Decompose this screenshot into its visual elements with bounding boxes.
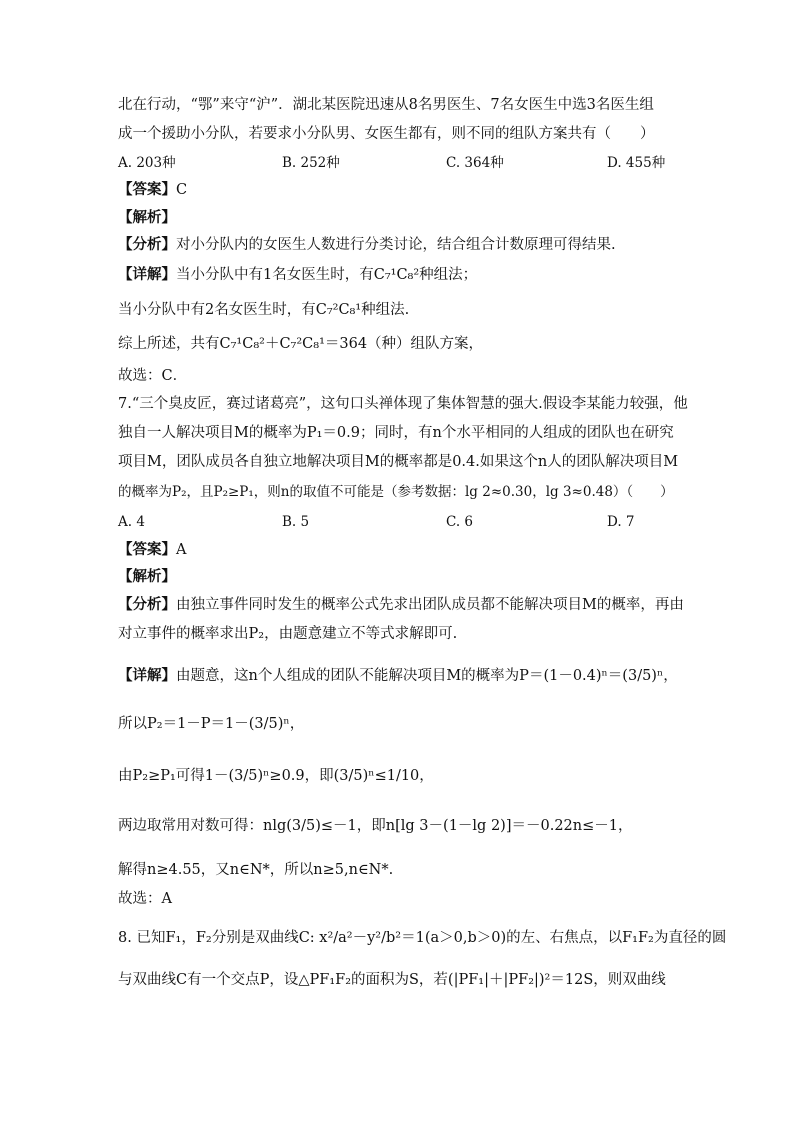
q7-fenxi-line-1	[118, 595, 684, 615]
xiangjie-tag: 【详解】	[118, 266, 176, 283]
answer-value: C	[176, 182, 188, 198]
q7-fenxi-line-2: 对立事件的概率求出P₂，由题意建立不等式求解即可.	[118, 626, 458, 642]
fenxi-text: 由独立事件同时发生的概率公式先求出团队成员都不能解决项目M的概率，再由	[176, 597, 684, 613]
q6-analysis-heading	[118, 208, 176, 228]
fenxi-text: 对小分队内的女医生人数进行分类讨论，结合组合计数原理可得结果.	[176, 237, 616, 253]
q7-conclusion: 故选：A	[118, 891, 172, 907]
q7-xiangjie-line-4: 两边取常用对数可得：nlg(3/5)≤－1，即n[lg 3－(1－lg 2)]＝－0.22n≤－1，	[118, 818, 633, 834]
q7-option-d: D. 7	[607, 514, 635, 530]
q6-stem-line-1: 北在行动，“鄂”来守“沪”．湖北某医院迅速从8名男医生、7名女医生中选3名医生组	[118, 97, 654, 113]
q8-stem-line-1: 8. 已知F₁，F₂分别是双曲线C: x²/a²－y²/b²＝1(a＞0,b＞0)的左、右焦点，以F₁F₂为直径的圆	[118, 930, 727, 946]
q6-answer-line	[118, 180, 187, 200]
q7-xiangjie-line-1	[118, 666, 678, 686]
xiangjie-text: 由题意，这n个人组成的团队不能解决项目M的概率为P＝(1－0.4)ⁿ＝(3/5)ⁿ，	[176, 668, 678, 684]
q6-option-c: C. 364种	[446, 155, 504, 171]
q7-analysis-heading	[118, 567, 176, 587]
q7-xiangjie-line-2: 所以P₂＝1－P＝1－(3/5)ⁿ，	[118, 716, 305, 732]
q6-option-b: B. 252种	[282, 155, 340, 171]
q7-answer-line	[118, 540, 186, 560]
q7-option-c: C. 6	[446, 514, 474, 530]
q6-stem-line-2: 成一个援助小分队，若要求小分队男、女医生都有，则不同的组队方案共有（ ）	[118, 126, 655, 142]
q7-stem-line-2: 独自一人解决项目M的概率为P₁＝0.9；同时，有n个水平相同的人组成的团队也在研究	[118, 425, 674, 441]
xiangjie-tag: 【详解】	[118, 667, 176, 684]
q7-option-a: A. 4	[118, 514, 145, 530]
fenxi-tag: 【分析】	[118, 236, 176, 253]
q7-stem-line-3: 项目M，团队成员各自独立地解决项目M的概率都是0.4.如果这个n人的团队解决项目M	[118, 454, 679, 470]
q6-conclusion: 故选：C．	[118, 368, 188, 384]
answer-tag: 【答案】	[118, 541, 176, 558]
q7-xiangjie-line-3: 由P₂≥P₁可得1－(3/5)ⁿ≥0.9，即(3/5)ⁿ≤1/10，	[118, 768, 434, 784]
q6-fenxi-line	[118, 235, 616, 255]
q7-stem-line-4: 的概率为P₂，且P₂≥P₁，则n的取值不可能是（参考数据：lg 2≈0.30，lg 3≈0.48）（ ）	[118, 484, 674, 500]
q6-option-a: A. 203种	[118, 155, 176, 171]
analysis-tag: 【解析】	[118, 568, 176, 585]
fenxi-tag: 【分析】	[118, 596, 176, 613]
analysis-tag: 【解析】	[118, 209, 176, 226]
q7-stem-line-1: 7.“三个臭皮匠，赛过诸葛亮”，这句口头禅体现了集体智慧的强大.假设李某能力较强，他	[118, 396, 688, 412]
answer-value: A	[176, 542, 187, 558]
xiangjie-text: 当小分队中有1名女医生时，有C₇¹C₈²种组法；	[176, 267, 478, 283]
q8-stem-line-2: 与双曲线C有一个交点P，设△PF₁F₂的面积为S，若(|PF₁|＋|PF₂|)²＝12S，则双曲线	[118, 972, 666, 988]
q6-xiangjie-line-1	[118, 265, 477, 285]
q7-option-b: B. 5	[282, 514, 310, 530]
q6-xiangjie-line-3: 综上所述，共有C₇¹C₈²＋C₇²C₈¹＝364（种）组队方案，	[118, 336, 484, 352]
q7-xiangjie-line-5: 解得n≥4.55，又n∈N*，所以n≥5,n∈N*.	[118, 862, 394, 878]
answer-tag: 【答案】	[118, 181, 176, 198]
q6-option-d: D. 455种	[607, 155, 666, 171]
q6-xiangjie-line-2: 当小分队中有2名女医生时，有C₇²C₈¹种组法.	[118, 302, 410, 318]
